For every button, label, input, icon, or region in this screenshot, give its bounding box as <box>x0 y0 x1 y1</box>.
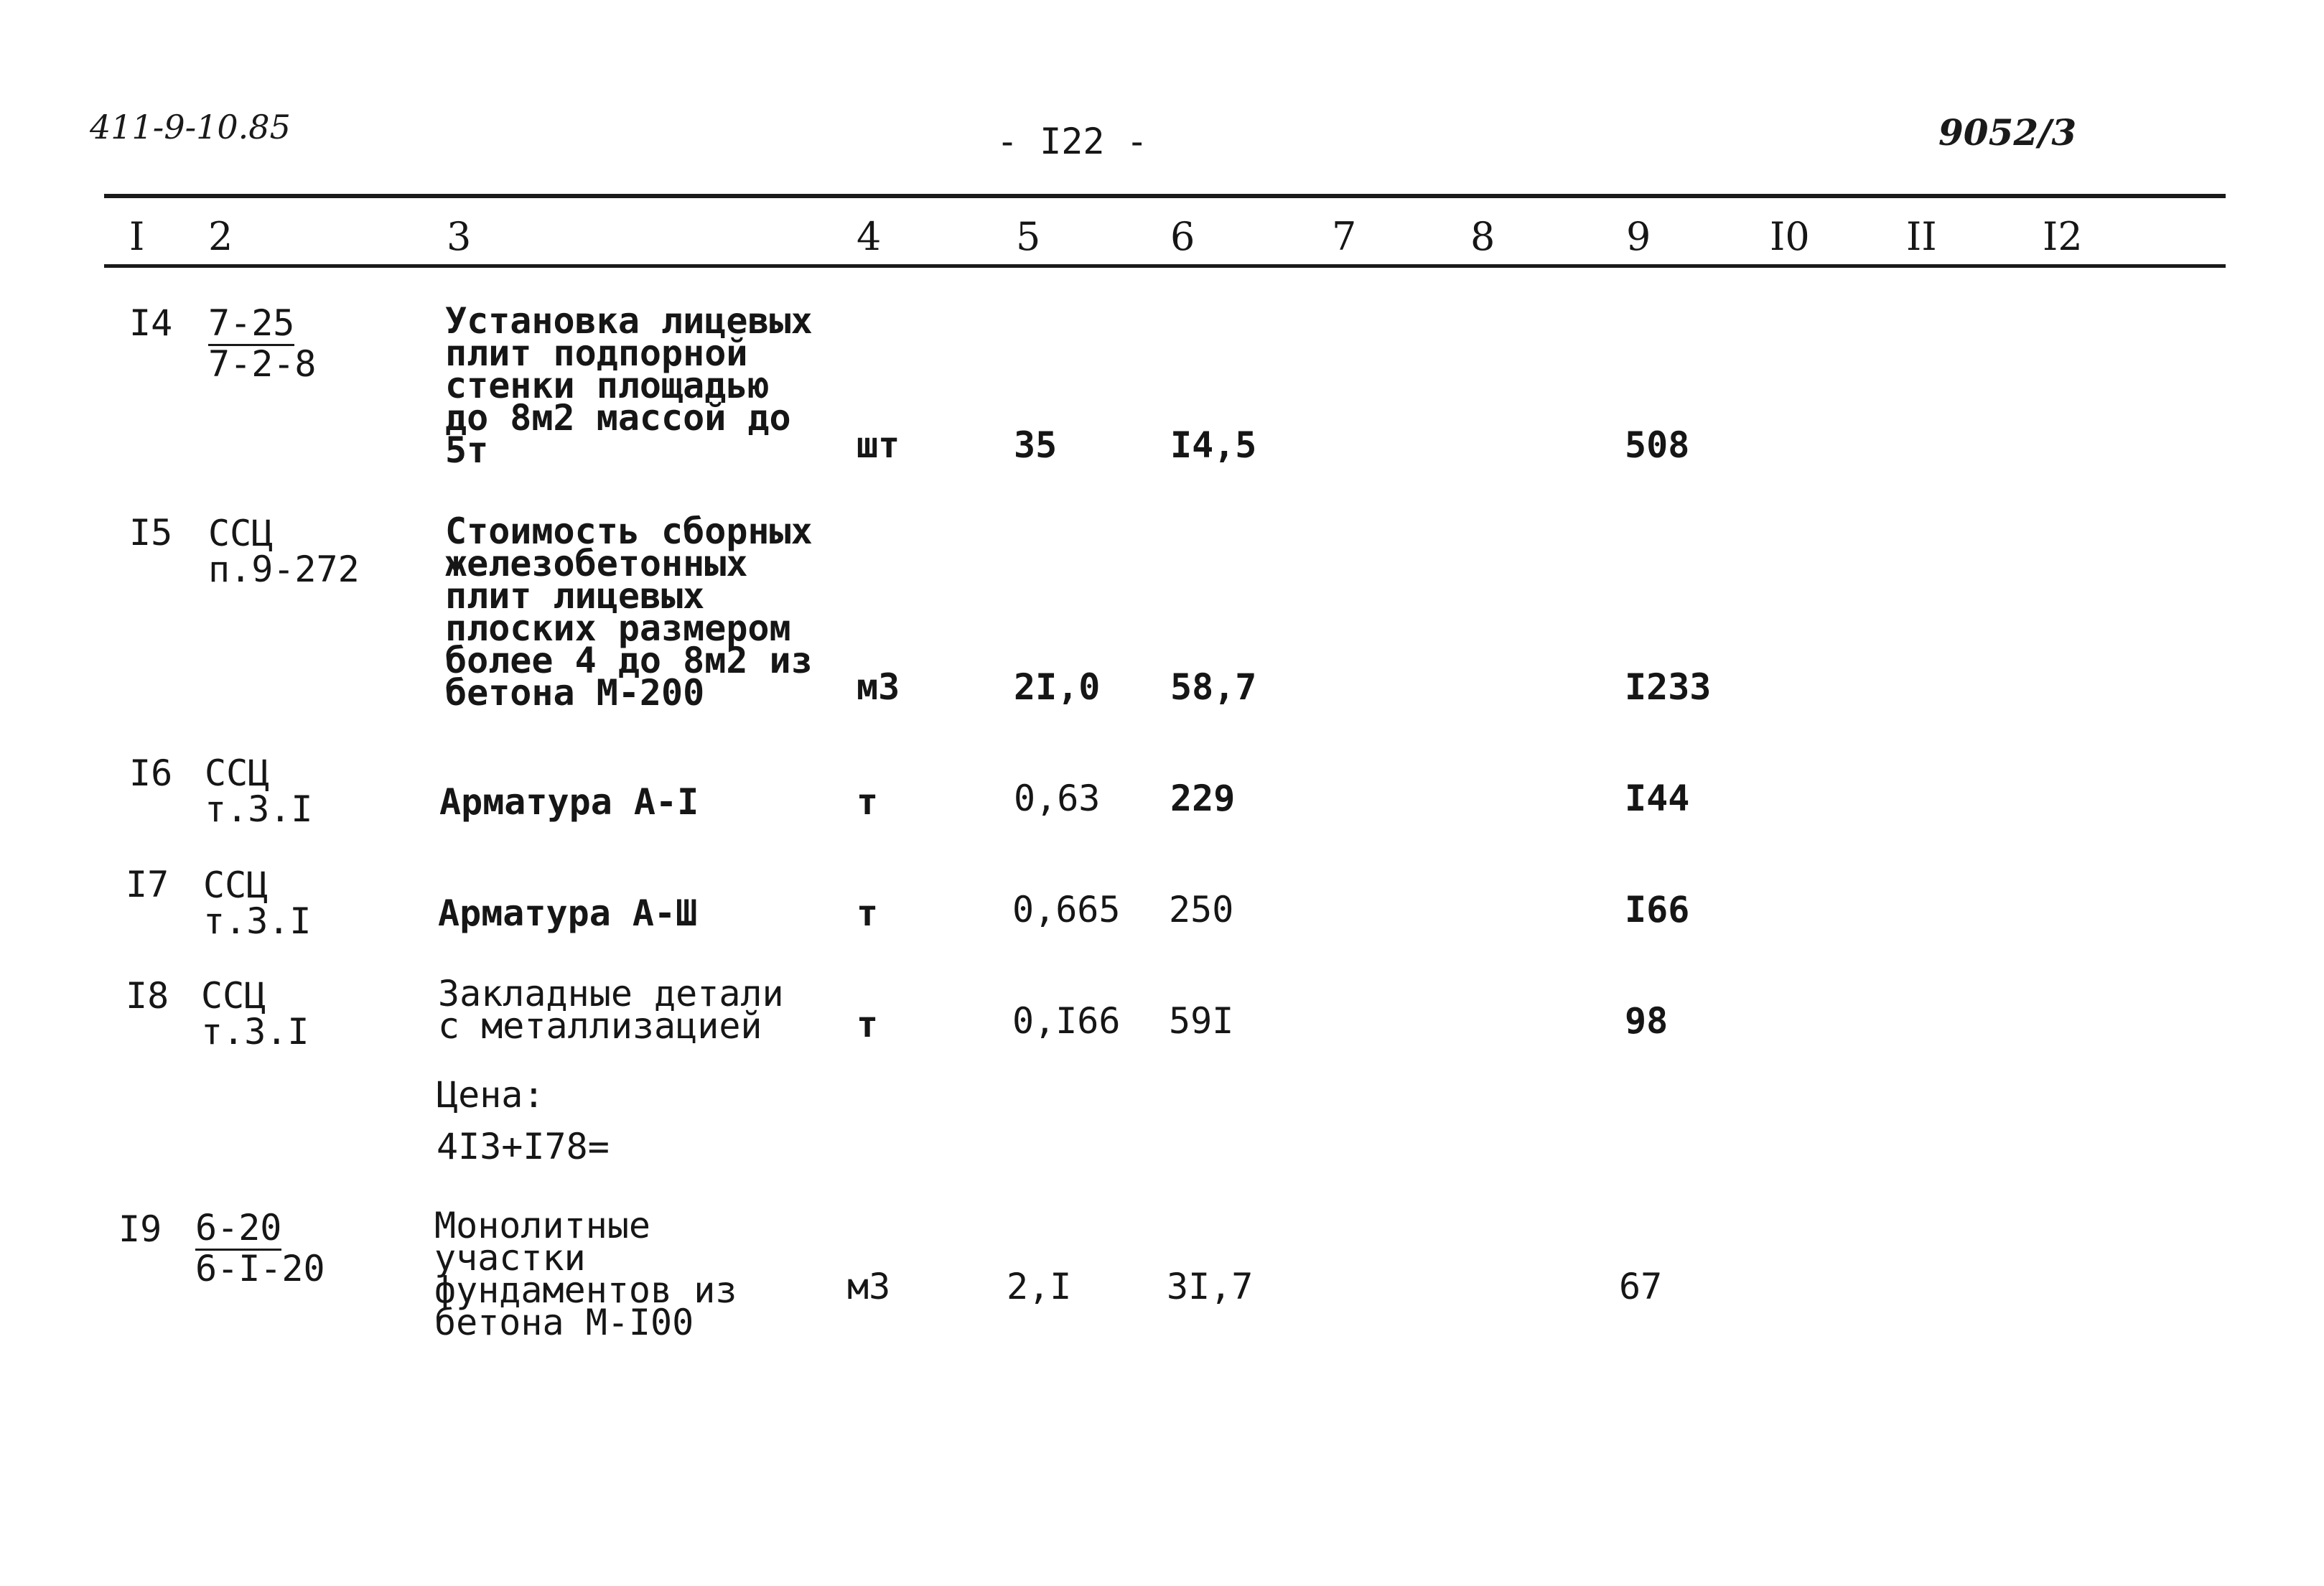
unit-price-cell: 3I,7 <box>1167 1266 1254 1307</box>
total-cell: 67 <box>1619 1266 1663 1307</box>
unit-cell: м3 <box>857 666 900 708</box>
row-number: I8 <box>126 975 169 1017</box>
code-top: ССЦ <box>201 975 266 1017</box>
column-header-11: II <box>1906 214 1937 259</box>
sheet-number: 9052/3 <box>1938 111 2077 154</box>
unit-price-cell: I4,5 <box>1170 424 1257 466</box>
table-header-rule <box>104 264 2226 268</box>
description-cell: Арматура А-I <box>439 781 699 823</box>
unit-cell: т <box>857 781 879 823</box>
total-cell: 508 <box>1625 424 1690 466</box>
total-cell: I233 <box>1625 666 1712 708</box>
column-header-9: 9 <box>1626 214 1651 259</box>
quantity-cell: 0,I66 <box>1012 1000 1121 1042</box>
unit-cell: м3 <box>847 1266 891 1307</box>
code-bottom: 6-I-20 <box>195 1248 325 1289</box>
description-cell: Закладные детали с металлизацией <box>438 973 784 1047</box>
column-header-10: I0 <box>1770 214 1810 259</box>
code-bottom: 7-2-8 <box>208 343 317 385</box>
code-cell <box>205 752 313 830</box>
code-cell <box>208 513 360 590</box>
column-header-4: 4 <box>857 214 882 259</box>
total-cell: I66 <box>1625 889 1690 930</box>
code-cell <box>195 1207 325 1289</box>
column-header-12: I2 <box>2043 214 2083 259</box>
quantity-cell: 2I,0 <box>1014 666 1101 708</box>
column-header-1: I <box>129 214 145 259</box>
quantity-cell: 0,63 <box>1014 778 1101 819</box>
code-bottom: т.3.I <box>203 900 312 942</box>
column-header-3: 3 <box>447 214 472 259</box>
description-cell: Установка лицевых плит подпорной стенки площадью до 8м2 массой до 5т <box>445 300 813 471</box>
quantity-cell: 35 <box>1014 424 1058 466</box>
column-header-6: 6 <box>1170 214 1195 259</box>
row-number: I5 <box>129 512 173 554</box>
column-header-2: 2 <box>208 214 233 259</box>
code-top: ССЦ <box>208 513 274 554</box>
row-number: I9 <box>118 1208 162 1250</box>
code-bottom: т.3.I <box>205 788 313 830</box>
total-cell: 98 <box>1625 1000 1669 1042</box>
price-note-formula: 4I3+I78= <box>437 1126 610 1167</box>
quantity-cell: 0,665 <box>1012 889 1121 930</box>
unit-price-cell: 250 <box>1169 889 1234 930</box>
unit-price-cell: 58,7 <box>1170 666 1257 708</box>
quantity-cell: 2,I <box>1007 1266 1072 1307</box>
code-top: 6-20 <box>195 1210 281 1251</box>
column-header-7: 7 <box>1332 214 1357 259</box>
code-top: ССЦ <box>205 752 270 794</box>
description-cell: Арматура А-Ш <box>438 892 698 934</box>
total-cell: I44 <box>1625 778 1690 819</box>
unit-price-cell: 59I <box>1169 1000 1234 1042</box>
code-cell <box>208 302 317 385</box>
table-top-rule <box>104 194 2226 198</box>
unit-cell: т <box>857 892 879 934</box>
row-number: I4 <box>129 302 173 344</box>
code-cell <box>201 975 309 1053</box>
row-number: I6 <box>129 752 173 794</box>
column-header-5: 5 <box>1016 214 1041 259</box>
code-bottom: т.3.I <box>201 1011 309 1053</box>
code-top: 7-25 <box>208 305 294 346</box>
document-code: 411-9-10.85 <box>90 108 291 146</box>
code-cell <box>203 864 312 942</box>
code-top: ССЦ <box>203 864 269 906</box>
page-number: - I22 - <box>997 121 1148 162</box>
unit-cell: т <box>857 1004 879 1045</box>
description-cell: Монолитные участки фундаментов из бетона М-I00 <box>434 1205 737 1343</box>
column-header-8: 8 <box>1470 214 1495 259</box>
description-cell: Стоимость сборных железобетонных плит лицевых плоских размером более 4 до 8м2 из бетона М-200 <box>445 510 813 714</box>
unit-price-cell: 229 <box>1170 778 1236 819</box>
unit-cell: шт <box>857 424 900 466</box>
row-number: I7 <box>126 864 169 905</box>
price-note-label: Цена: <box>437 1074 545 1116</box>
code-bottom: п.9-272 <box>208 549 360 590</box>
